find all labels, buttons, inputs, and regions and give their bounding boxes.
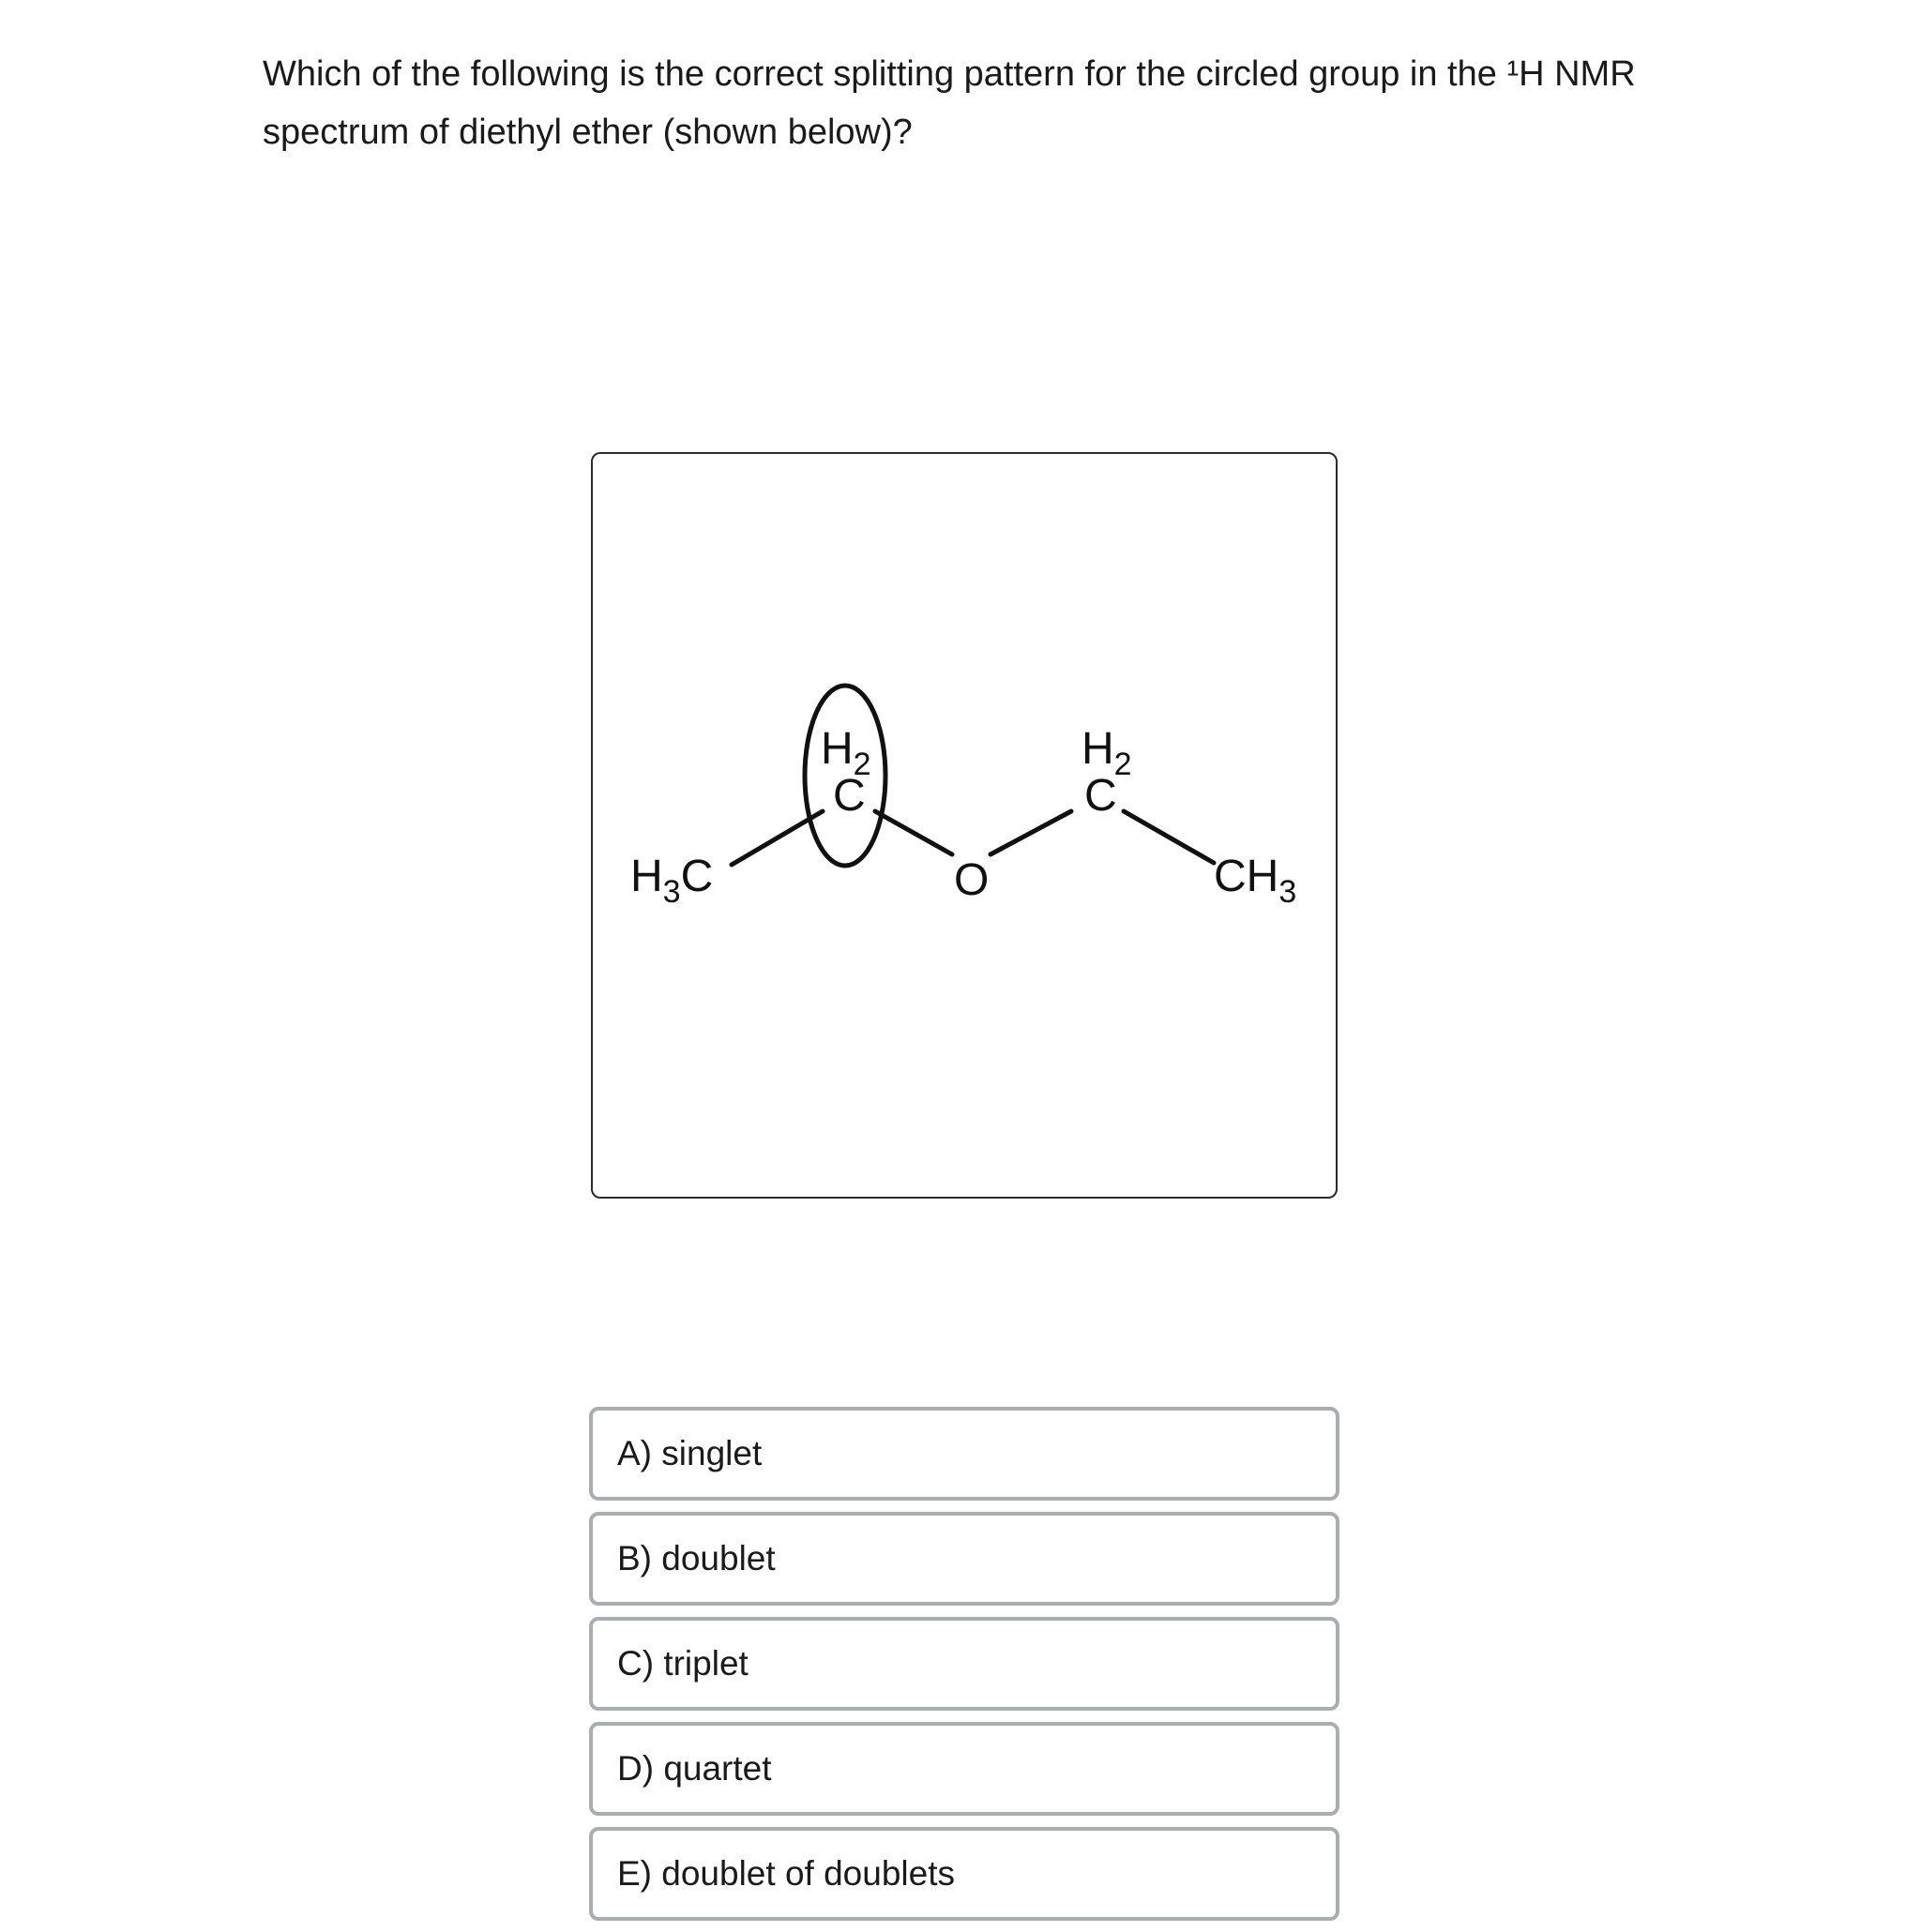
option-e[interactable]	[589, 1827, 1339, 1921]
option-c[interactable]	[589, 1617, 1339, 1711]
left-methyl-label: $H_3C$	[630, 852, 714, 910]
answer-options	[589, 1407, 1339, 1932]
bond-o-ch2-right	[991, 811, 1071, 854]
left-methylene-c-label: C	[833, 771, 866, 821]
right-methylene-c-label: C	[1084, 771, 1117, 821]
left-methylene-h-label: $H_2$	[821, 724, 871, 782]
option-a[interactable]	[589, 1407, 1339, 1501]
option-c-label: C) triplet	[617, 1644, 749, 1683]
right-methylene-h-label: $H_2$	[1082, 724, 1132, 782]
option-a-label: A) singlet	[617, 1434, 763, 1472]
option-e-label: E) doublet of doublets	[617, 1854, 955, 1893]
option-d-label: D) quartet	[617, 1749, 772, 1788]
option-b-label: B) doublet	[617, 1539, 776, 1577]
option-b[interactable]	[589, 1512, 1339, 1606]
diethyl-ether-structure	[593, 454, 1336, 1197]
right-methyl-label: $CH_3$	[1214, 852, 1297, 910]
bond-ch2-ch3-right	[1124, 811, 1214, 863]
option-d[interactable]	[589, 1722, 1339, 1816]
oxygen-label: O	[954, 855, 990, 905]
molecule-figure	[591, 452, 1338, 1199]
question-text: Which of the following is the correct splitting pattern for the circled group in the ¹H NMR spectrum of diethyl ether (shown below)?	[263, 54, 1636, 152]
bond-ch2-o-left	[875, 811, 952, 854]
